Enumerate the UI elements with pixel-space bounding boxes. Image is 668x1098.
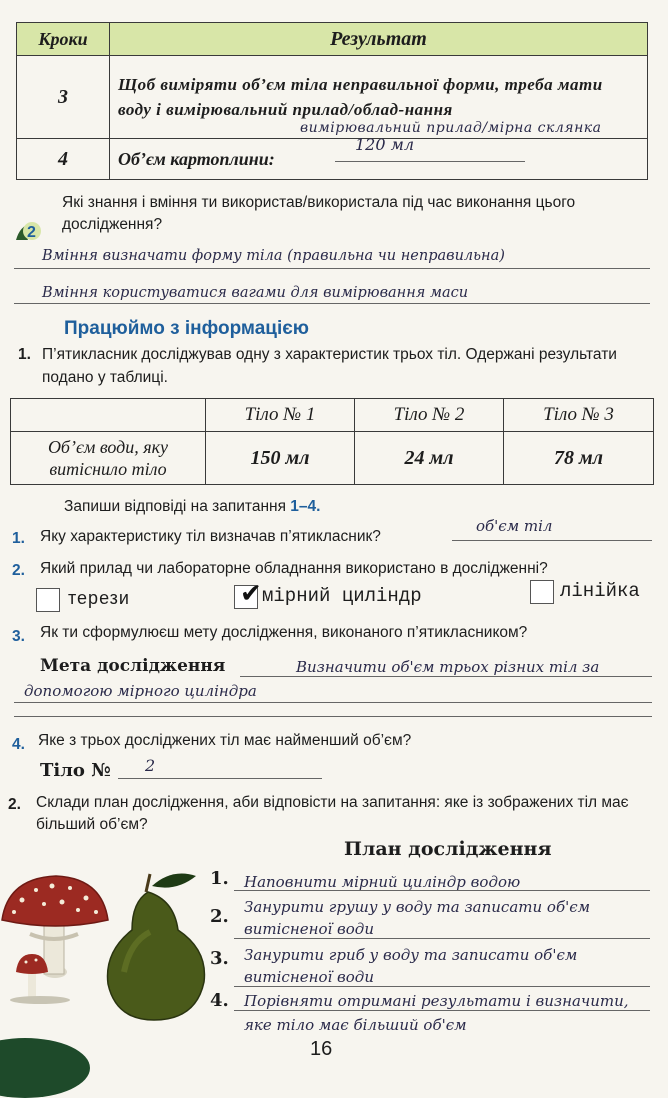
plan-step-text-cont: витісненої води — [244, 968, 374, 986]
decorative-leaf — [0, 1038, 90, 1098]
question-text: Як ти сформулюєш мету дослідження, виконаного п’ятикласником? — [40, 624, 528, 641]
plan-title: План дослідження — [344, 838, 552, 860]
step-text-content: Щоб виміряти об’єм тіла неправильної форми, треба мати воду і вимірювальний прилад/облад-нання — [118, 75, 603, 119]
question-text: Яку характеристику тіл визначав п’ятикласник? — [40, 528, 381, 545]
option-label: терези — [68, 588, 130, 608]
question-text: Яке з трьох досліджених тіл має найменший об’єм? — [38, 732, 412, 749]
goal-label: Мета дослідження — [40, 656, 226, 676]
task-badge-icon — [14, 218, 40, 244]
answer-line — [14, 303, 650, 304]
checkbox-scales[interactable] — [36, 588, 60, 612]
task-number: 1. — [18, 346, 31, 363]
answer-line[interactable] — [234, 938, 650, 939]
result-header: Результат — [110, 23, 648, 56]
checkmark-icon: ✔ — [240, 578, 262, 608]
step-text — [110, 56, 648, 139]
plan-step-number: 2. — [210, 906, 229, 927]
instructions — [64, 498, 320, 516]
answer-line[interactable] — [240, 676, 652, 677]
plan-step-text: Занурити гриб у воду та записати об'єм — [244, 946, 578, 964]
task2-question: Які знання і вміння ти використав/використала під час виконання цього дослідження? — [62, 194, 576, 233]
question-text: Який прилад чи лабораторне обладнання використано в дослідженні? — [40, 560, 548, 577]
task2-answer-1: Вміння визначати форму тіла (правильна чи неправильна) — [42, 248, 505, 264]
bodies-table — [10, 398, 654, 485]
row-label: Об’єм води, яку витіснило тіло — [11, 432, 206, 485]
value-cell: 78 мл — [504, 432, 654, 485]
answer-line[interactable] — [14, 702, 652, 703]
svg-text:2: 2 — [27, 224, 36, 241]
handwritten-answer: об'єм тіл — [476, 517, 553, 535]
handwritten-answer: 120 мл — [355, 135, 415, 154]
task1-text: П’ятикласник досліджував одну з характеристик трьох тіл. Одержані результати подано у таблиці. — [42, 346, 617, 386]
steps-table — [16, 22, 648, 180]
plan-step-text: Порівняти отримані результати і визначити, — [244, 992, 629, 1010]
handwritten-answer: допомогою мірного циліндра — [24, 682, 257, 700]
answer-line[interactable] — [234, 890, 650, 891]
question-number: 2. — [12, 562, 25, 579]
step-text — [110, 135, 648, 180]
option-label: лінійка — [560, 580, 640, 602]
empty-cell — [11, 399, 206, 432]
answer-line — [14, 268, 650, 269]
step-number: 3 — [17, 56, 110, 139]
plan-step-text-cont: яке тіло має більший об'єм — [244, 1016, 467, 1034]
page-number: 16 — [310, 1038, 333, 1060]
option-label: мірний циліндр — [262, 585, 422, 607]
answer-line — [335, 161, 525, 162]
step-text-content: Об’єм картоплини: — [118, 148, 275, 169]
plan-step-text: Наповнити мірний циліндр водою — [244, 873, 521, 891]
mushroom-pear-illustration — [0, 872, 215, 1022]
task2b-text: Склади план дослідження, аби відповісти на запитання: яке із зображених тіл має більший об’єм? — [36, 794, 629, 833]
body-label: Тіло № — [40, 760, 111, 781]
steps-header: Кроки — [17, 23, 110, 56]
instructions-text: Запиши відповіді на запитання — [64, 498, 286, 515]
task-number: 2. — [8, 796, 21, 813]
task2-answer-2: Вміння користуватися вагами для вимірювання маси — [42, 285, 469, 301]
handwritten-answer: Визначити об'єм трьох різних тіл за — [296, 658, 600, 676]
plan-step-number: 3. — [210, 948, 229, 969]
question-number: 1. — [12, 530, 25, 547]
plan-step-text: Занурити грушу у воду та записати об'єм — [244, 898, 591, 916]
answer-line[interactable] — [234, 1010, 650, 1011]
plan-step-number: 4. — [210, 990, 229, 1011]
handwritten-answer: вимірювальний прилад/мірна склянка — [300, 120, 602, 136]
answer-line[interactable] — [14, 716, 652, 717]
plan-step-number: 1. — [210, 868, 229, 889]
question-number: 3. — [12, 628, 25, 645]
answer-line[interactable] — [234, 986, 650, 987]
checkbox-ruler[interactable] — [530, 580, 554, 604]
question-number: 4. — [12, 736, 25, 753]
plan-step-text-cont: витісненої води — [244, 920, 374, 938]
value-cell: 24 мл — [355, 432, 504, 485]
column-header: Тіло № 3 — [504, 399, 654, 432]
instructions-range: 1–4. — [290, 498, 321, 515]
step-number: 4 — [17, 139, 110, 180]
column-header: Тіло № 2 — [355, 399, 504, 432]
answer-line[interactable] — [118, 778, 322, 779]
column-header: Тіло № 1 — [206, 399, 355, 432]
answer-line[interactable] — [452, 540, 652, 541]
value-cell: 150 мл — [206, 432, 355, 485]
handwritten-answer: 2 — [145, 756, 156, 775]
section-title: Працюймо з інформацією — [64, 318, 309, 339]
